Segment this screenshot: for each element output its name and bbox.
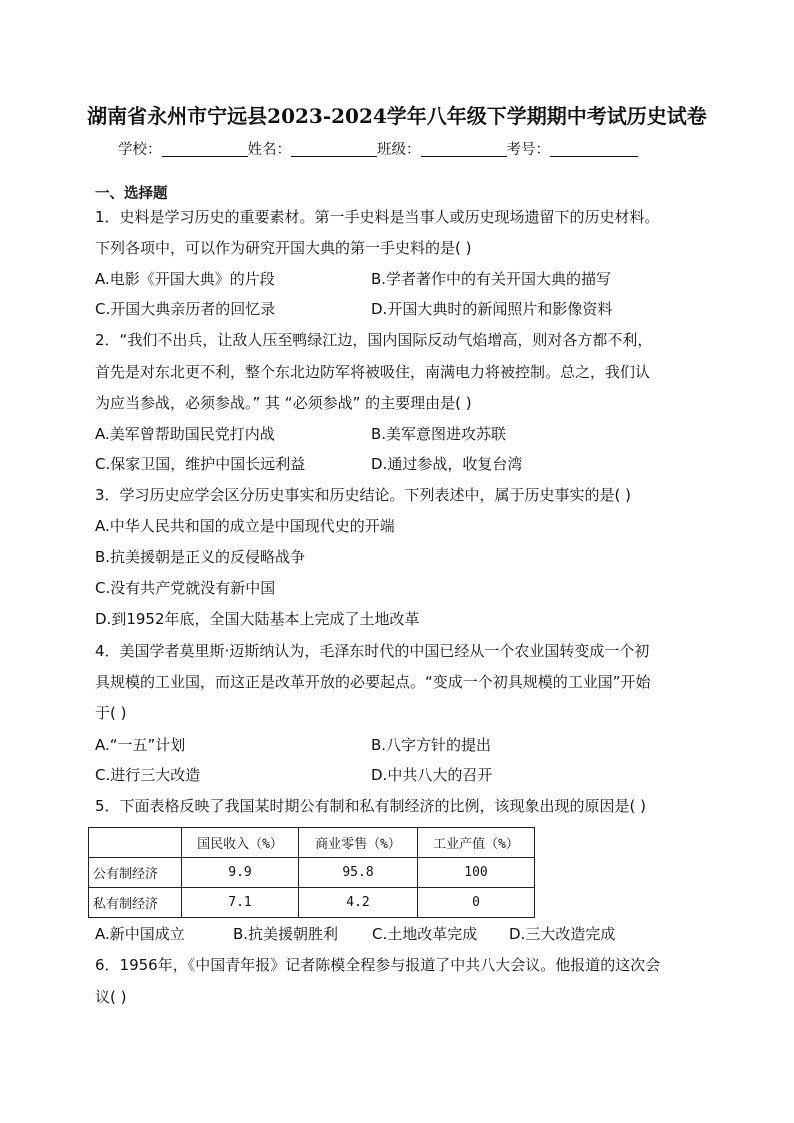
name-blank[interactable] xyxy=(291,142,377,157)
table-cell: 7.1 xyxy=(182,888,299,918)
question-4-option-b[interactable]: B.八字方针的提出 xyxy=(371,736,492,754)
class-label: 班级： xyxy=(377,142,421,158)
question-1-option-b[interactable]: B.学者著作中的有关开国大典的描写 xyxy=(371,270,612,288)
exam-number-blank[interactable] xyxy=(550,142,638,157)
question-1-option-c[interactable]: C.开国大典亲历者的回忆录 xyxy=(95,300,276,318)
table-cell: 100 xyxy=(418,858,535,888)
question-2-option-a[interactable]: A.美军曾帮助国民党打内战 xyxy=(95,425,275,443)
question-4-line-2: 具规模的工业国，而这正是改革开放的必要起点。“变成一个初具规模的工业国”开始 xyxy=(95,673,651,691)
question-1-option-a[interactable]: A.电影《开国大典》的片段 xyxy=(95,270,275,288)
table-header-cell xyxy=(89,828,182,858)
name-label: 姓名： xyxy=(247,142,291,158)
table-cell: 9.9 xyxy=(182,858,299,888)
question-3-option-a[interactable]: A.中华人民共和国的成立是中国现代史的开端 xyxy=(95,517,395,535)
school-label: 学校： xyxy=(118,142,162,158)
question-2-line-3: 为应当参战，必须参战。” 其 “必须参战” 的主要理由是( ) xyxy=(95,394,472,412)
question-3-option-c[interactable]: C.没有共产党就没有新中国 xyxy=(95,579,276,597)
table-cell: 95.8 xyxy=(299,858,418,888)
question-2-line-1: 2．“我们不出兵，让敌人压至鸭绿江边，国内国际反动气焰增高，则对各方都不利， xyxy=(95,331,653,349)
question-2-option-d[interactable]: D.通过参战，收复台湾 xyxy=(371,455,523,473)
table-row-label: 公有制经济 xyxy=(89,858,182,888)
question-1-line-2: 下列各项中，可以作为研究开国大典的第一手史料的是( ) xyxy=(95,239,472,257)
question-2-option-b[interactable]: B.美军意图进攻苏联 xyxy=(371,425,507,443)
question-4-line-3: 于( ) xyxy=(95,704,127,722)
question-5-line-1: 5．下面表格反映了我国某时期公有制和私有制经济的比例，该现象出现的原因是( ) xyxy=(95,797,647,815)
question-5-option-b[interactable]: B.抗美援朝胜利 xyxy=(233,925,339,943)
question-5-option-a[interactable]: A.新中国成立 xyxy=(95,925,185,943)
table-header-cell: 国民收入（%） xyxy=(182,828,299,858)
table-cell: 0 xyxy=(418,888,535,918)
question-6-line-1: 6．1956年，《中国青年报》记者陈模全程参与报道了中共八大会议。他报道的这次会 xyxy=(95,956,661,974)
economy-ratio-table xyxy=(88,827,535,918)
question-3-option-d[interactable]: D.到1952年底，全国大陆基本上完成了土地改革 xyxy=(95,610,420,628)
question-2-line-2: 首先是对东北更不利，整个东北边防军将被吸住，南满电力将被控制。总之，我们认 xyxy=(95,363,651,381)
table-header-cell: 商业零售（%） xyxy=(299,828,418,858)
question-3-option-b[interactable]: B.抗美援朝是正义的反侵略战争 xyxy=(95,548,306,566)
question-2-option-c[interactable]: C.保家卫国，维护中国长远利益 xyxy=(95,455,306,473)
school-blank[interactable] xyxy=(162,142,248,157)
section-title: 一、选择题 xyxy=(95,186,168,202)
exam-title: 湖南省永州市宁远县2023-2024学年八年级下学期期中考试历史试卷 xyxy=(87,104,707,128)
table-header-cell: 工业产值（%） xyxy=(418,828,535,858)
question-5-option-d[interactable]: D.三大改造完成 xyxy=(509,925,616,943)
table-row xyxy=(89,858,535,888)
table-header-row xyxy=(89,828,535,858)
question-1-option-d[interactable]: D.开国大典时的新闻照片和影像资料 xyxy=(371,300,613,318)
question-4-option-c[interactable]: C.进行三大改造 xyxy=(95,766,201,784)
table-row-label: 私有制经济 xyxy=(89,888,182,918)
question-4-option-a[interactable]: A.“一五”计划 xyxy=(95,736,186,754)
question-4-option-d[interactable]: D.中共八大的召开 xyxy=(371,766,493,784)
table-cell: 4.2 xyxy=(299,888,418,918)
question-1-line-1: 1．史料是学习历史的重要素材。第一手史料是当事人或历史现场遗留下的历史材料。 xyxy=(95,208,660,226)
exam-number-label: 考号： xyxy=(506,142,550,158)
student-info-line xyxy=(118,138,638,159)
question-3-line-1: 3．学习历史应学会区分历史事实和历史结论。下列表述中，属于历史事实的是( ) xyxy=(95,486,632,504)
question-5-option-c[interactable]: C.土地改革完成 xyxy=(372,925,478,943)
class-blank[interactable] xyxy=(421,142,507,157)
table-row xyxy=(89,888,535,918)
question-4-line-1: 4．美国学者莫里斯·迈斯纳认为，毛泽东时代的中国已经从一个农业国转变成一个初 xyxy=(95,642,650,660)
question-6-line-2: 议( ) xyxy=(95,988,127,1006)
